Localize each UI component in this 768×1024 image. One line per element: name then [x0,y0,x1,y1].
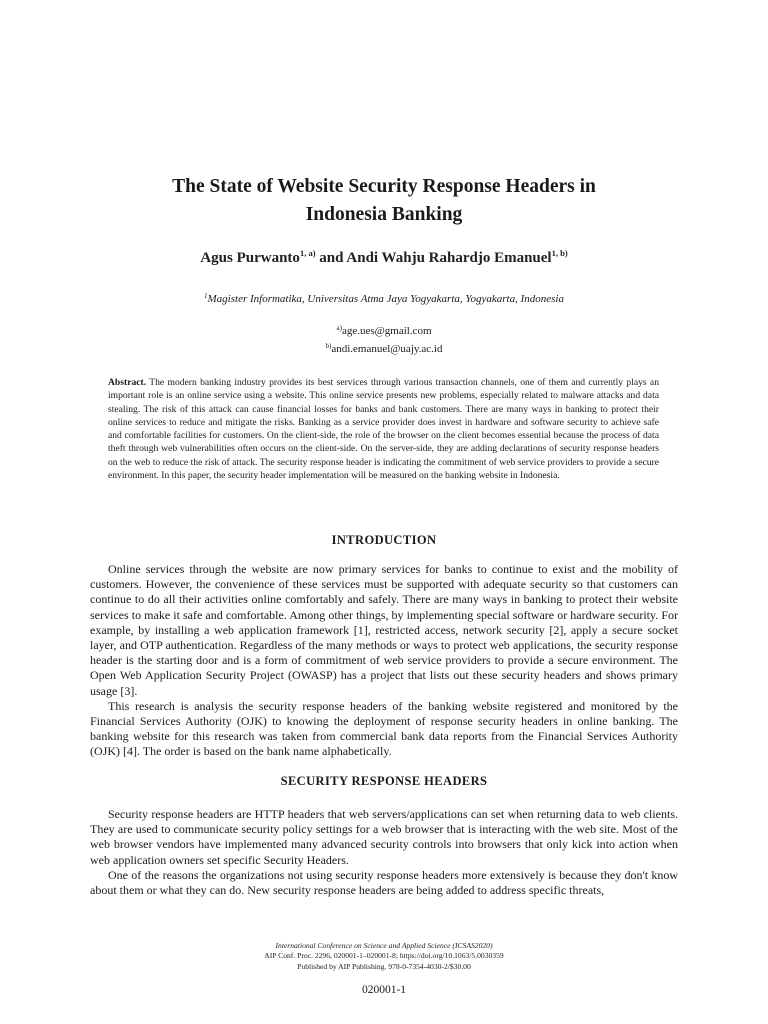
abstract [108,376,659,482]
author-2-affiliation-mark: 1, b) [551,248,568,258]
affiliation [0,292,768,305]
author-line [0,248,768,267]
email-line-2 [0,339,768,357]
email-address-1: age.ues@gmail.com [341,325,432,337]
introduction-body [90,562,678,760]
abstract-text: The modern banking industry provides its best services through various transaction channels, one of them and currently plays an important role is an online service using a website. This online service presents new problems, especially related to malware attacks and data stealing. The risk of this attack can cause financial losses for banks and bank customers. There are many ways in banking to protect their online services to reduce and mitigate the risks. Banking as a service provider does invest in hardware and software security to achieve safe and comfortable facilities for customers. On the client-side, the role of the browser on the client becomes essential because the process of data theft through web vulnerabilities often occurs on the client-side. On the server-side, they are adding declarations of security response headers on the web to reduce the risk of attack. The security response header is indicating the commitment of web service providers to provide a secure environment. In this paper, the security header implementation will be measured on the banking website in Indonesia. [108,377,659,482]
email-mark-1: a) [336,324,342,332]
author-1-affiliation-mark: 1, a) [299,248,316,258]
page-number: 020001-1 [361,984,407,996]
paper-title [0,173,768,229]
email-mark-2: b) [325,342,332,350]
author-name-1: Agus Purwanto [200,250,300,266]
publication-footer [0,941,768,972]
email-line-1 [0,321,768,339]
author-emails [0,321,768,357]
publisher-line: Published by AIP Publishing. 978-0-7354-4030-2/$30.00 [297,961,471,971]
affiliation-mark: 1 [204,292,208,300]
email-address-2: andi.emanuel@uajy.ac.id [331,343,443,355]
paragraph: One of the reasons the organizations not using security response headers more extensively is because they don't know about them or what they can do. New security response headers are being added to address specific threats, [90,867,678,898]
paragraph: This research is analysis the security response headers of the banking website registered and monitored by the Financial Services Authority (OJK) to knowing the deployment of response security headers in online banking. The banking website for this research was taken from commercial bank data reports from the Financial Services Authority (OJK) [4]. The order is based on the bank name alphabetically. [90,698,678,759]
security-headers-body [90,807,678,898]
section-heading-security-response-headers: SECURITY RESPONSE HEADERS [280,774,488,788]
section-heading-introduction: INTRODUCTION [331,533,437,547]
paragraph: Security response headers are HTTP headers that web servers/applications can set when returning data to web clients. They are used to communicate security policy settings for a web browser that is interacting with the web site. Most of the web browser vendors have implemented many advanced security controls into browsers that only kick into action when web application owners set specific Security Headers. [90,807,678,867]
conference-name: International Conference on Science and Applied Science (ICSAS2020) [275,941,493,950]
abstract-label: Abstract. [108,377,147,388]
title-line-1: The State of Website Security Response Headers in [172,176,596,197]
author-connector: and [315,250,347,266]
title-line-2: Indonesia Banking [305,204,463,225]
proceedings-citation: AIP Conf. Proc. 2296, 020001-1–020001-8; https://doi.org/10.1063/5.0030359 [264,951,504,961]
paragraph: Online services through the website are now primary services for banks to continue to exist and the mobility of customers. However, the convenience of these services must be supported with adequate security so that customers can continue to do all their activities online comfortably and safely. There are many ways in banking to protect their website services to make it safe and comfortable. Among other things, by implementing special software or hardware security. For example, by installing a web application framework [1], restricted access, network security [2], apply a secure socket layer, and OTP authentication. Regardless of the many methods or ways to protect web applications, the security response header is the starting door and is a form of commitment of web service providers to provide a secure environment. The Open Web Application Security Project (OWASP) has a project that lists out these security headers and shows primary usage [3]. [90,562,678,698]
affiliation-text: Magister Informatika, Universitas Atma Jaya Yogyakarta, Yogyakarta, Indonesia [207,293,564,305]
author-name-2: Andi Wahju Rahardjo Emanuel [346,250,552,266]
